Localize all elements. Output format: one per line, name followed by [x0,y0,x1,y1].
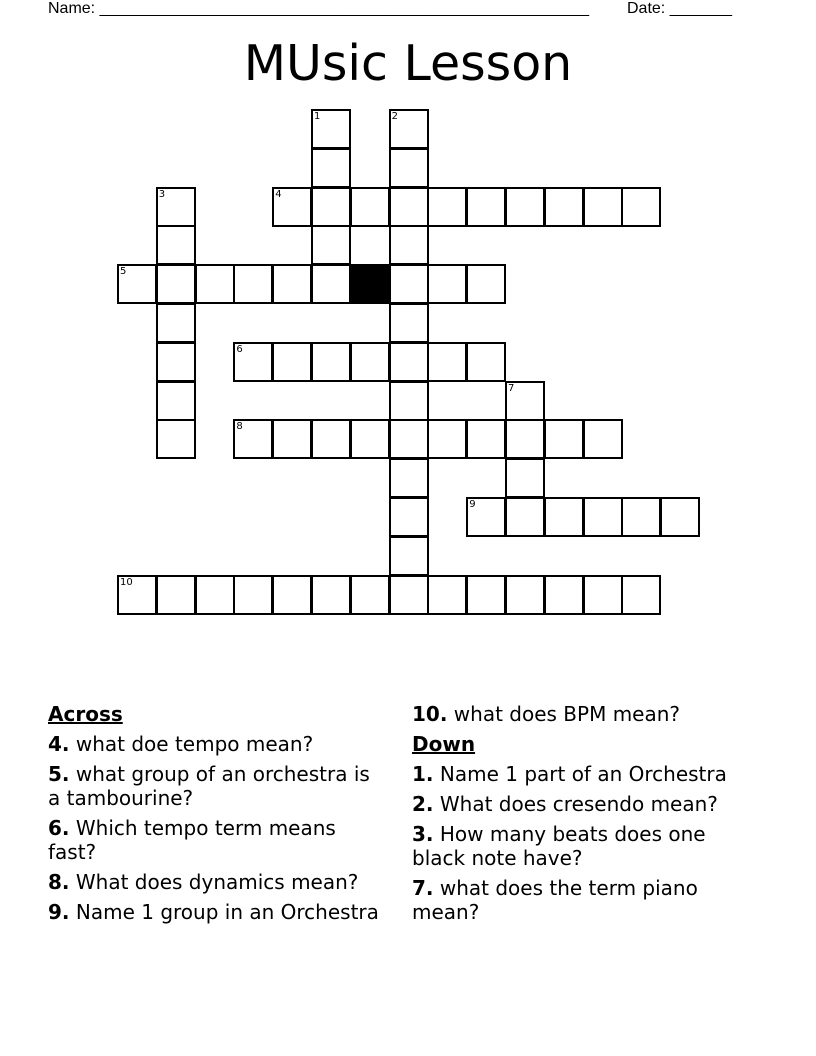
clue-text: what group of an orchestra is a tambourine? [48,762,370,810]
crossword-cell[interactable] [156,303,196,343]
crossword-cell[interactable] [583,497,623,537]
clue-number: 2. [412,792,434,816]
crossword-cell[interactable] [389,342,429,382]
crossword-cell[interactable] [389,381,429,421]
clue-number-label: 2 [391,111,398,122]
crossword-cell[interactable] [389,225,429,265]
clue-number-label: 1 [314,111,321,122]
clue-number: 6. [48,816,70,840]
crossword-cell[interactable] [466,342,506,382]
across-clue-4 [48,732,388,756]
name-field-line: Name: _______________________________________________________ [48,0,589,17]
across-clue-6 [48,816,388,864]
crossword-cell[interactable] [505,381,545,421]
crossword-cell[interactable] [156,187,196,227]
crossword-cell[interactable] [466,187,506,227]
crossword-cell[interactable] [311,264,351,304]
crossword-cell[interactable] [466,497,506,537]
down-clue-7 [412,876,752,924]
crossword-cell[interactable] [505,458,545,498]
crossword-cell[interactable] [272,575,312,615]
across-clue-5 [48,762,388,810]
crossword-cell[interactable] [583,419,623,459]
crossword-cell[interactable] [621,575,661,615]
clue-text: what does the term piano mean? [412,876,698,924]
clue-text: Name 1 group in an Orchestra [75,900,379,924]
crossword-cell[interactable] [621,187,661,227]
crossword-cell[interactable] [272,187,312,227]
crossword-cell[interactable] [272,419,312,459]
crossword-cell[interactable] [311,148,351,188]
crossword-cell[interactable] [233,575,273,615]
across-clue-8 [48,870,388,894]
across-clue-10 [412,702,752,726]
clue-text: Which tempo term means fast? [48,816,336,864]
crossword-cell[interactable] [195,264,235,304]
clue-number-label: 3 [158,188,166,200]
clue-number: 7. [412,876,434,900]
clue-number-label: 5 [120,266,127,278]
crossword-cell[interactable] [389,187,429,227]
clue-number: 8. [48,870,70,894]
crossword-cell[interactable] [389,419,429,459]
crossword-cell[interactable] [233,264,273,304]
crossword-cell[interactable] [505,187,545,227]
clue-text: Name 1 part of an Orchestra [439,762,727,786]
crossword-cell[interactable] [311,109,351,149]
clue-number-label: 8 [236,421,243,433]
crossword-cell[interactable] [350,342,390,382]
crossword-cell[interactable] [156,381,196,421]
crossword-cell[interactable] [272,342,312,382]
clue-text: What does dynamics mean? [75,870,359,894]
crossword-cell[interactable] [350,575,390,615]
crossword-cell[interactable] [311,225,351,265]
crossword-cell[interactable] [544,419,584,459]
clues-right-column [412,702,752,930]
crossword-cell[interactable] [117,575,157,615]
crossword-cell[interactable] [350,419,390,459]
crossword-cell[interactable] [389,458,429,498]
crossword-cell[interactable] [350,187,390,227]
clue-number: 10. [412,702,448,726]
crossword-cell[interactable] [621,497,661,537]
crossword-cell[interactable] [195,575,235,615]
crossword-cell[interactable] [427,575,467,615]
clue-number: 9. [48,900,70,924]
crossword-cell[interactable] [505,419,545,459]
crossword-cell[interactable] [156,264,196,304]
clue-number-label: 4 [275,188,282,200]
clues-left-column [48,702,388,930]
clue-number-label: 10 [120,576,133,588]
crossword-cell[interactable] [156,225,196,265]
crossword-cell[interactable] [505,497,545,537]
crossword-cell[interactable] [427,264,467,304]
crossword-cell[interactable] [389,497,429,537]
crossword-cell[interactable] [544,575,584,615]
clue-text: what doe tempo mean? [75,732,314,756]
down-clue-3 [412,822,752,870]
crossword-cell[interactable] [389,148,429,188]
crossword-cell[interactable] [583,187,623,227]
clue-number-label: 6 [236,343,243,355]
date-field-line: Date: _______ [627,0,732,17]
crossword-cell[interactable] [156,419,196,459]
crossword-cell[interactable] [311,419,351,459]
page-title: MUsic Lesson [243,35,573,92]
clue-number-label: 9 [469,499,476,510]
crossword-cell[interactable] [117,264,157,304]
crossword-cell[interactable] [233,342,273,382]
clue-number: 4. [48,732,70,756]
crossword-cell[interactable] [311,342,351,382]
crossword-black-cell [350,264,390,304]
across-heading: Across [48,702,123,726]
crossword-cell[interactable] [583,575,623,615]
down-heading: Down [412,732,476,756]
clue-number: 5. [48,762,70,786]
crossword-cell[interactable] [156,342,196,382]
crossword-cell[interactable] [427,342,467,382]
crossword-cell[interactable] [389,264,429,304]
crossword-cell[interactable] [311,575,351,615]
crossword-cell[interactable] [505,575,545,615]
crossword-cell[interactable] [466,419,506,459]
crossword-cell[interactable] [233,419,273,459]
crossword-cell[interactable] [156,575,196,615]
crossword-cell[interactable] [389,303,429,343]
clue-number: 3. [412,822,434,846]
crossword-cell[interactable] [660,497,700,537]
crossword-cell[interactable] [389,109,429,149]
across-clue-9 [48,900,388,924]
crossword-cell[interactable] [466,575,506,615]
clue-number-label: 7 [508,382,515,394]
clue-text: What does cresendo mean? [439,792,718,816]
crossword-cell[interactable] [427,187,467,227]
crossword-cell[interactable] [544,187,584,227]
clue-number: 1. [412,762,434,786]
crossword-cell[interactable] [544,497,584,537]
crossword-cell[interactable] [427,419,467,459]
crossword-cell[interactable] [466,264,506,304]
clue-text: what does BPM mean? [453,702,681,726]
down-clue-1 [412,762,752,786]
crossword-cell[interactable] [311,187,351,227]
clue-text: How many beats does one black note have? [412,822,706,870]
crossword-cell[interactable] [272,264,312,304]
down-clue-2 [412,792,752,816]
crossword-cell[interactable] [389,575,429,615]
crossword-cell[interactable] [389,536,429,576]
